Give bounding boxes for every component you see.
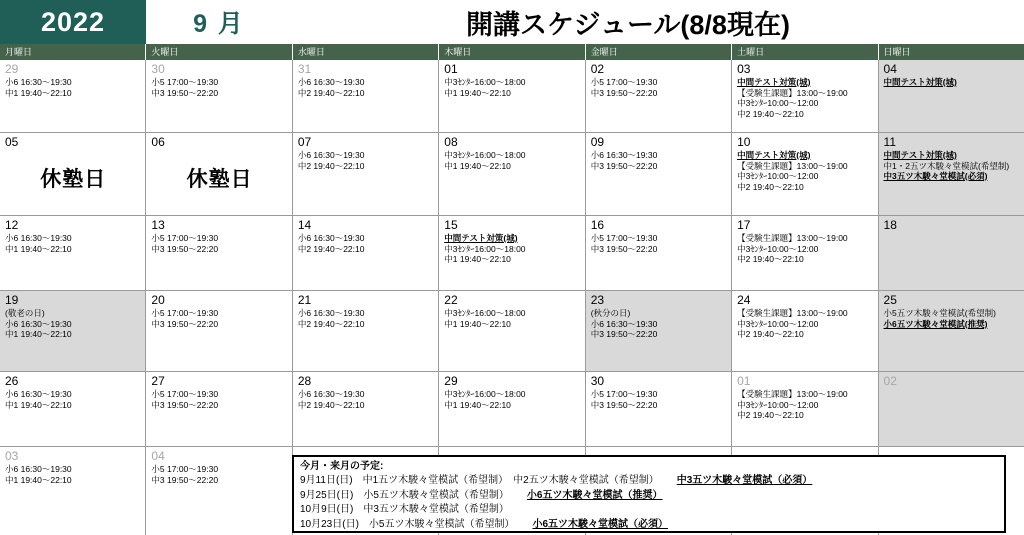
day-event: 小6 16:30〜19:30	[297, 77, 365, 87]
day-event: 中1 19:40〜22:10	[5, 87, 72, 98]
day-event: 中3 19:50〜22:20	[151, 399, 219, 410]
note-line	[300, 489, 998, 504]
day-event: 小5 17:00〜19:30	[151, 233, 219, 243]
day-event: 中3ｾﾝﾀｰ10:00〜12:00	[737, 399, 819, 410]
note-line	[300, 503, 998, 518]
day-event: (敬老の日)	[5, 308, 45, 318]
day-number: 29	[444, 374, 458, 388]
day-event: 小5 17:00〜19:30	[151, 389, 219, 399]
calendar-day-cell[interactable]	[439, 372, 585, 446]
day-event: 中2 19:40〜22:10	[737, 410, 804, 420]
day-number: 13	[151, 218, 165, 232]
day-event: 中3ｾﾝﾀｰ16:00〜18:00	[444, 389, 526, 399]
day-event: 【受験生課題】13:00〜19:00	[737, 389, 848, 399]
calendar-day-cell[interactable]	[0, 60, 146, 132]
day-event: 中3 19:50〜22:20	[151, 474, 219, 485]
day-event: 中1 19:40〜22:10	[5, 474, 72, 485]
day-event: 【受験生課題】13:00〜19:00	[737, 160, 848, 171]
day-number: 23	[590, 293, 605, 307]
calendar-day-cell[interactable]	[732, 372, 878, 446]
day-event: 中3ｾﾝﾀｰ16:00〜18:00	[444, 243, 526, 254]
day-number: 05	[5, 135, 19, 149]
day-number: 03	[5, 449, 19, 463]
calendar-week-row	[0, 60, 1024, 133]
day-event: 中3ｾﾝﾀｰ16:00〜18:00	[444, 77, 526, 87]
day-number: 08	[444, 135, 458, 149]
day-event: 小5 17:00〜19:30	[590, 389, 658, 399]
day-event: 小5 17:00〜19:30	[151, 308, 219, 318]
calendar-day-cell[interactable]	[146, 60, 292, 132]
calendar-week-row	[0, 133, 1024, 216]
day-number: 15	[444, 218, 458, 232]
day-number: 02	[590, 62, 605, 76]
calendar-day-cell[interactable]	[879, 60, 1024, 132]
day-event: 中3 19:50〜22:20	[590, 160, 658, 171]
month-label: 9 月	[146, 0, 292, 44]
day-number: 01	[444, 62, 458, 76]
day-event: 中3 19:50〜22:20	[590, 243, 658, 254]
calendar-day-cell[interactable]	[439, 133, 585, 215]
day-number: 14	[297, 218, 312, 232]
day-event: 中2 19:40〜22:10	[297, 318, 365, 329]
calendar-day-cell[interactable]	[586, 291, 732, 371]
day-event: 中3五ツ木駿々堂模試(必須)	[883, 171, 988, 181]
day-event: 【受験生課題】13:00〜19:00	[737, 87, 848, 98]
calendar-week-row	[0, 291, 1024, 372]
day-event: 中3ｾﾝﾀｰ16:00〜18:00	[444, 308, 526, 318]
calendar-day-cell[interactable]	[0, 216, 146, 290]
day-event: 小6 16:30〜19:30	[5, 389, 72, 399]
calendar-day-cell[interactable]	[293, 60, 439, 132]
calendar-day-cell[interactable]	[879, 372, 1024, 446]
day-event: 中1 19:40〜22:10	[5, 399, 72, 410]
day-event: 中2 19:40〜22:10	[297, 87, 365, 98]
day-event: 中1 19:40〜22:10	[444, 87, 511, 98]
day-number: 03	[737, 62, 751, 76]
calendar-day-cell[interactable]	[732, 60, 878, 132]
day-event: 小5 17:00〜19:30	[590, 233, 658, 243]
calendar-day-cell[interactable]	[293, 216, 439, 290]
day-number: 04	[883, 62, 897, 76]
weekday-label-5: 土曜日	[732, 44, 878, 60]
calendar-day-cell[interactable]	[879, 291, 1024, 371]
day-event: 中2 19:40〜22:10	[737, 181, 804, 192]
note-emphasis: 中3五ツ木駿々堂模試（必須）	[676, 475, 813, 486]
day-event: 小6 16:30〜19:30	[5, 233, 72, 243]
day-event: 中間テスト対策(城)	[883, 150, 957, 160]
day-event: 中1 19:40〜22:10	[5, 329, 72, 339]
calendar-day-cell[interactable]	[879, 216, 1024, 290]
calendar-day-cell[interactable]	[732, 216, 878, 290]
day-number: 18	[883, 218, 897, 232]
calendar-day-cell[interactable]	[293, 133, 439, 215]
day-number: 30	[151, 62, 165, 76]
monthly-notes-box	[292, 455, 1006, 533]
page-title: 開講スケジュール(8/8現在)	[292, 0, 1024, 44]
day-event: 【受験生課題】13:00〜19:00	[737, 233, 848, 243]
calendar-day-cell[interactable]	[586, 60, 732, 132]
calendar-day-cell[interactable]	[586, 133, 732, 215]
day-event: 小6 16:30〜19:30	[297, 389, 365, 399]
day-event: 中1 19:40〜22:10	[444, 254, 511, 264]
day-event: 小5 17:00〜19:30	[151, 77, 219, 87]
day-event: 中間テスト対策(城)	[883, 77, 957, 87]
calendar-day-cell[interactable]	[0, 447, 146, 535]
day-number: 28	[297, 374, 312, 388]
day-event: 小6 16:30〜19:30	[297, 233, 365, 243]
day-event: 中3 19:50〜22:20	[151, 87, 219, 98]
day-number: 06	[151, 135, 165, 149]
day-event: 中1 19:40〜22:10	[5, 243, 72, 254]
day-number: 30	[590, 374, 605, 388]
notes-title: 今月・来月の予定:	[300, 461, 384, 472]
note-emphasis: 小6五ツ木駿々堂模試（推奨）	[526, 489, 663, 501]
day-event: 小6 16:30〜19:30	[297, 308, 365, 318]
note-text: 9月25日(日) 小5五ツ木駿々堂模試（希望制）	[300, 489, 509, 501]
day-event: 中3ｾﾝﾀｰ10:00〜12:00	[737, 318, 819, 329]
day-number: 25	[883, 293, 897, 307]
note-text: 9月11日(日) 中1五ツ木駿々堂模試（希望制） 中2五ツ木駿々堂模試（希望制）	[300, 475, 659, 486]
day-event: 中1・2五ツ木駿々堂模試(希望制)	[883, 160, 1010, 171]
day-event: 中2 19:40〜22:10	[737, 329, 804, 339]
weekday-header-row	[0, 44, 1024, 60]
day-event: 中1 19:40〜22:10	[444, 399, 511, 410]
calendar-day-cell[interactable]	[146, 216, 292, 290]
year-label: 2022	[0, 0, 146, 44]
calendar-day-cell[interactable]	[586, 372, 732, 446]
day-event: 小6 16:30〜19:30	[590, 318, 658, 329]
weekday-label-3: 木曜日	[439, 44, 585, 60]
calendar-day-cell[interactable]	[439, 291, 585, 371]
calendar-week-row	[0, 216, 1024, 291]
note-text: 10月9日(日) 中3五ツ木駿々堂模試（希望制）	[300, 504, 509, 515]
day-event: 中1 19:40〜22:10	[444, 160, 511, 171]
day-number: 31	[297, 62, 312, 76]
calendar-day-cell[interactable]	[146, 447, 292, 535]
day-number: 16	[590, 218, 605, 232]
day-event: 中間テスト対策(城)	[444, 233, 518, 243]
calendar-header	[0, 0, 1024, 44]
day-event: 中2 19:40〜22:10	[297, 243, 365, 254]
calendar-day-cell[interactable]	[586, 216, 732, 290]
day-event: 中間テスト対策(城)	[737, 150, 811, 160]
day-event: 小6 16:30〜19:30	[590, 150, 658, 160]
note-emphasis: 小6五ツ木駿々堂模試（必須）	[532, 518, 669, 530]
day-number: 21	[297, 293, 312, 307]
day-event: 中2 19:40〜22:10	[297, 160, 365, 171]
calendar-day-cell[interactable]	[439, 216, 585, 290]
note-line	[300, 474, 998, 489]
day-event: 小6 16:30〜19:30	[297, 150, 365, 160]
weekday-label-1: 火曜日	[146, 44, 292, 60]
day-event: 【受験生課題】13:00〜19:00	[737, 308, 848, 318]
day-event: 中2 19:40〜22:10	[737, 254, 804, 264]
day-number: 26	[5, 374, 19, 388]
day-number: 22	[444, 293, 458, 307]
day-event: 小5五ツ木駿々堂模試(希望制)	[883, 308, 996, 318]
weekday-label-2: 水曜日	[293, 44, 439, 60]
note-line	[300, 518, 998, 533]
calendar-day-cell[interactable]	[0, 372, 146, 446]
day-event: 中2 19:40〜22:10	[737, 108, 804, 119]
day-event: (秋分の日)	[590, 308, 631, 318]
day-number: 20	[151, 293, 165, 307]
day-number: 17	[737, 218, 751, 232]
day-number: 10	[737, 135, 751, 149]
calendar-day-cell[interactable]	[146, 133, 292, 215]
closed-day-label: 休塾日	[40, 168, 107, 191]
day-event: 小6 16:30〜19:30	[5, 464, 72, 474]
note-text: 10月23日(日) 小5五ツ木駿々堂模試（希望制）	[300, 518, 515, 530]
calendar-day-cell[interactable]	[293, 372, 439, 446]
day-event: 中1 19:40〜22:10	[444, 318, 511, 329]
day-number: 11	[883, 135, 896, 149]
calendar-day-cell[interactable]	[0, 133, 146, 215]
calendar-day-cell[interactable]	[439, 60, 585, 132]
day-event: 中3ｾﾝﾀｰ16:00〜18:00	[444, 150, 526, 160]
day-event: 中3 19:50〜22:20	[590, 399, 658, 410]
day-number: 04	[151, 449, 165, 463]
day-event: 中3 19:50〜22:20	[151, 243, 219, 254]
calendar-day-cell[interactable]	[293, 291, 439, 371]
day-event: 中3ｾﾝﾀｰ10:00〜12:00	[737, 171, 819, 181]
day-event: 小6 16:30〜19:30	[5, 77, 72, 87]
day-number: 19	[5, 293, 19, 307]
calendar-day-cell[interactable]	[146, 291, 292, 371]
day-number: 09	[590, 135, 605, 149]
day-event: 中2 19:40〜22:10	[297, 399, 365, 410]
weekday-label-0: 月曜日	[0, 44, 146, 60]
day-event: 中3ｾﾝﾀｰ10:00〜12:00	[737, 98, 819, 108]
day-event: 小6五ツ木駿々堂模試(推奨)	[883, 318, 988, 329]
day-number: 29	[5, 62, 19, 76]
day-event: 中3 19:50〜22:20	[151, 318, 219, 329]
weekday-label-4: 金曜日	[586, 44, 732, 60]
day-event: 中3 19:50〜22:20	[590, 87, 658, 98]
day-number: 27	[151, 374, 165, 388]
day-event: 中3 19:50〜22:20	[590, 329, 658, 339]
calendar-day-cell[interactable]	[732, 291, 878, 371]
day-event: 中間テスト対策(城)	[737, 77, 811, 87]
calendar-day-cell[interactable]	[879, 133, 1024, 215]
day-event: 中3ｾﾝﾀｰ10:00〜12:00	[737, 243, 819, 254]
calendar-day-cell[interactable]	[732, 133, 878, 215]
day-event: 小5 17:00〜19:30	[590, 77, 658, 87]
day-number: 24	[737, 293, 751, 307]
calendar-day-cell[interactable]	[0, 291, 146, 371]
weekday-label-6: 日曜日	[879, 44, 1024, 60]
calendar-day-cell[interactable]	[146, 372, 292, 446]
day-event: 小5 17:00〜19:30	[151, 464, 219, 474]
day-number: 02	[883, 374, 897, 388]
closed-day-label: 休塾日	[186, 168, 253, 191]
day-number: 07	[297, 135, 312, 149]
day-number: 01	[737, 374, 751, 388]
calendar-week-row	[0, 372, 1024, 447]
day-event: 小6 16:30〜19:30	[5, 318, 72, 329]
day-number: 12	[5, 218, 19, 232]
